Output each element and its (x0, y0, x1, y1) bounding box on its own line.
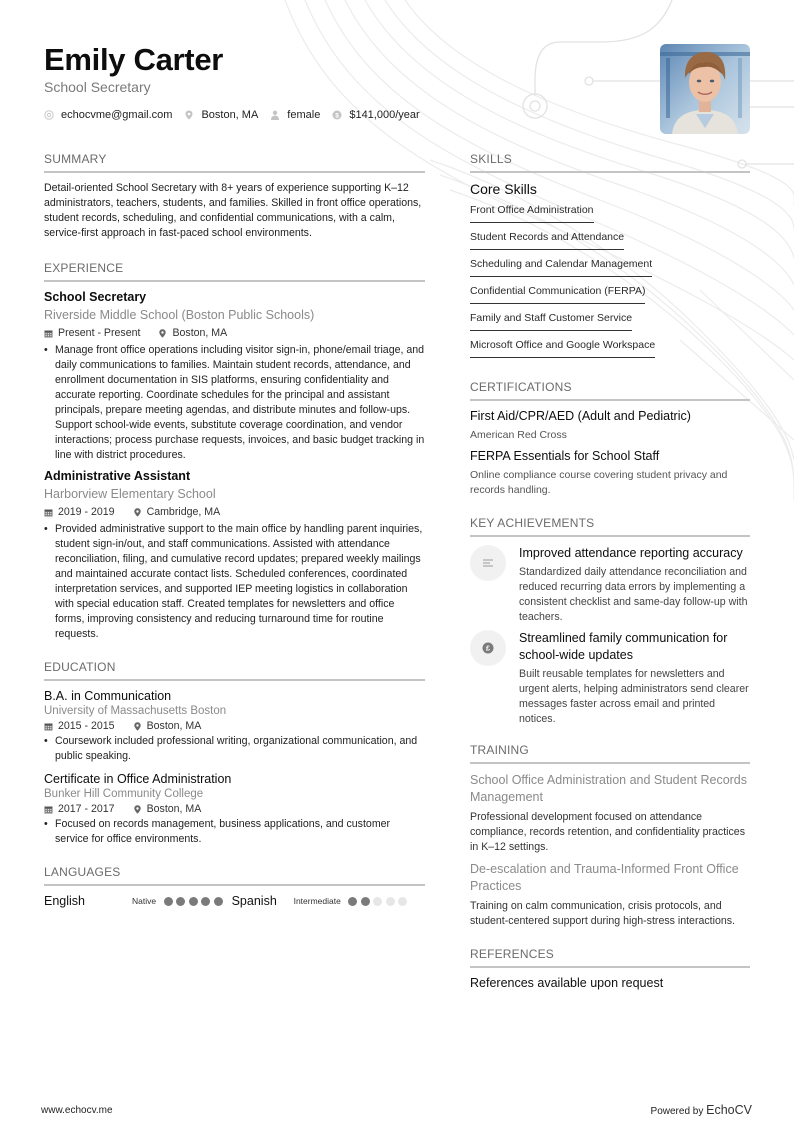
job-title: Administrative Assistant (44, 469, 191, 483)
references-heading: REFERENCES (470, 947, 750, 968)
skill-item: Confidential Communication (FERPA) (470, 282, 645, 304)
training-item (470, 772, 750, 855)
education-description: • Focused on records management, business applications, and customer service for office environments. (44, 817, 425, 847)
language-level: Native (132, 896, 157, 906)
skill-item: Scheduling and Calendar Management (470, 255, 652, 277)
svg-text:$: $ (335, 112, 340, 120)
salary-text: $141,000/year (349, 109, 420, 121)
education-location: Boston, MA (146, 720, 202, 732)
skill-item: Family and Staff Customer Service (470, 309, 632, 331)
job-organization: Harborview Elementary School (44, 487, 216, 501)
proficiency-dot-filled (214, 897, 223, 906)
calendar-icon (44, 329, 53, 338)
education-meta (44, 803, 425, 815)
degree-title: Certificate in Office Administration (44, 772, 232, 786)
references-section (470, 947, 750, 990)
proficiency-dot-empty (373, 897, 382, 906)
achievement-title: Streamlined family communication for school-wide updates (519, 631, 728, 662)
training-description: Training on calm communication, crisis protocols, and student-centered support during high-stress interactions. (470, 900, 735, 927)
footer-powered-by[interactable] (651, 1103, 752, 1117)
location-pin-icon (133, 722, 142, 731)
certification-title: First Aid/CPR/AED (Adult and Pediatric) (470, 409, 691, 423)
certifications-section (470, 380, 750, 498)
contact-bar (44, 109, 432, 121)
certification-title: FERPA Essentials for School Staff (470, 449, 660, 463)
job-organization: Riverside Middle School (Boston Public Schools) (44, 308, 315, 322)
proficiency-dot-filled (189, 897, 198, 906)
education-description: • Coursework included professional writing, organizational communication, and public speaking. (44, 734, 425, 764)
skills-section (470, 152, 750, 362)
location-pin-icon (158, 329, 167, 338)
language-proficiency-dots (160, 897, 223, 906)
certification-issuer: American Red Cross (470, 429, 567, 441)
skills-group-title: Core Skills (470, 181, 537, 197)
languages-heading: LANGUAGES (44, 865, 425, 886)
proficiency-dot-filled (201, 897, 210, 906)
certification-item (470, 449, 750, 498)
references-text: References available upon request (470, 976, 664, 990)
training-item (470, 861, 750, 929)
powered-by-label: Powered by (650, 1106, 704, 1117)
calendar-icon (44, 805, 53, 814)
job-dates: 2019 - 2019 (58, 506, 115, 518)
job-description: • Provided administrative support to the main office by handling parent inquiries, student sign-in/out, and staff communications. Assisted with attendance reconciliation, filing, and cumulative record updates; prepared weekly mailings and maintained accurate contact lists. Scheduled conferences, coordinated interpretation services, and supported IEP meeting logistics in collaboration with special education staff. Created templates for newsletters and office forms, improving consistency and reducing turnaround time for routine requests. (44, 522, 425, 642)
education-dates: 2015 - 2015 (58, 720, 115, 732)
gender-text: female (287, 109, 321, 121)
achievement-title: Improved attendance reporting accuracy (519, 546, 743, 560)
education-item (44, 689, 425, 764)
achievement-item (470, 545, 750, 625)
at-sign-icon (44, 110, 54, 120)
languages-row (44, 894, 425, 908)
proficiency-dot-filled (361, 897, 370, 906)
proficiency-dot-empty (386, 897, 395, 906)
skill-item: Microsoft Office and Google Workspace (470, 336, 655, 358)
skill-item: Student Records and Attendance (470, 228, 624, 250)
footer-website-link[interactable]: www.echocv.me (41, 1105, 113, 1116)
experience-item (44, 469, 425, 642)
svg-text:£: £ (485, 643, 491, 653)
training-title: School Office Administration and Student Records Management (470, 773, 748, 804)
language-name: Spanish (231, 894, 277, 908)
achievement-description: Standardized daily attendance reconciliation and reduced recurring data errors by implementing a consistent checklist and same-day follow-up with teachers. (519, 566, 748, 623)
training-title: De-escalation and Trauma-Informed Front Office Practices (470, 862, 739, 893)
certifications-heading: CERTIFICATIONS (470, 380, 750, 401)
candidate-title: School Secretary (44, 79, 151, 95)
calendar-icon (44, 722, 53, 731)
skill-item: Front Office Administration (470, 201, 594, 223)
location-text: Boston, MA (201, 109, 259, 121)
languages-section (44, 865, 425, 908)
location-pin-icon (133, 508, 142, 517)
certification-description: Online compliance course covering student privacy and records handling. (470, 469, 728, 496)
skills-heading: SKILLS (470, 152, 750, 173)
right-column (470, 152, 750, 990)
contact-location (184, 109, 258, 121)
education-dates: 2017 - 2017 (58, 803, 115, 815)
proficiency-dot-filled (176, 897, 185, 906)
education-heading: EDUCATION (44, 660, 425, 681)
person-icon (270, 110, 280, 120)
experience-heading: EXPERIENCE (44, 261, 425, 282)
job-location: Boston, MA (172, 327, 228, 339)
currency-pound-icon (470, 630, 506, 666)
education-section (44, 660, 425, 847)
money-icon (332, 110, 342, 120)
location-pin-icon (133, 805, 142, 814)
contact-gender (270, 109, 320, 121)
candidate-name: Emily Carter (44, 42, 224, 77)
school-name: University of Massachusetts Boston (44, 705, 227, 717)
proficiency-dot-empty (398, 897, 407, 906)
summary-text: Detail-oriented School Secretary with 8+ years of experience supporting K–12 administrators, teachers, students, and families. Skilled in front office operations, student records, scheduling, and confidential communications, with a calm, service-first approach in fast-paced school environments. (44, 182, 422, 239)
school-name: Bunker Hill Community College (44, 788, 204, 800)
contact-salary (332, 109, 419, 121)
education-item (44, 772, 425, 847)
list-lines-icon (470, 545, 506, 581)
experience-section (44, 261, 425, 642)
proficiency-dot-filled (348, 897, 357, 906)
education-location: Boston, MA (146, 803, 202, 815)
training-section (470, 743, 750, 929)
brand-name: EchoCV (706, 1103, 752, 1117)
job-description: • Manage front office operations including visitor sign-in, phone/email triage, and daily communications to families. Maintain student records, attendance, and enrollment documentation in SIS platforms, ensuring confidentiality and accurate reporting. Coordinate schedules for the principal and assistant principals, prepare meeting agendas, and distribute minutes and follow-ups. Support school-wide events, substitute coverage coordination, and vendor interactions; process purchase requests, invoices, and basic budget tracking in line with district procedures. (44, 343, 425, 463)
language-level: Intermediate (293, 896, 341, 906)
email-text: echocvme@gmail.com (61, 109, 173, 121)
profile-photo (660, 44, 750, 134)
summary-section (44, 152, 425, 241)
language-name: English (44, 894, 85, 908)
experience-item (44, 290, 425, 463)
calendar-icon (44, 508, 53, 517)
left-column (44, 152, 425, 908)
summary-heading: SUMMARY (44, 152, 425, 173)
achievements-heading: KEY ACHIEVEMENTS (470, 516, 750, 537)
training-heading: TRAINING (470, 743, 750, 764)
contact-email[interactable] (44, 109, 172, 121)
education-meta (44, 720, 425, 732)
job-meta (44, 506, 425, 518)
certification-item (470, 409, 750, 443)
achievements-section (470, 516, 750, 727)
job-location: Cambridge, MA (146, 506, 221, 518)
location-pin-icon (184, 110, 194, 120)
degree-title: B.A. in Communication (44, 689, 172, 703)
achievement-item (470, 630, 750, 727)
job-dates: Present - Present (58, 327, 141, 339)
job-title: School Secretary (44, 290, 147, 304)
job-meta (44, 327, 425, 339)
proficiency-dot-filled (164, 897, 173, 906)
training-description: Professional development focused on attendance compliance, records retention, and confidentiality practices in K–12 settings. (470, 811, 745, 853)
language-proficiency-dots (345, 897, 408, 906)
achievement-description: Built reusable templates for newsletters and urgent alerts, helping administrators send clearer messages faster across email and printed notices. (519, 668, 749, 725)
